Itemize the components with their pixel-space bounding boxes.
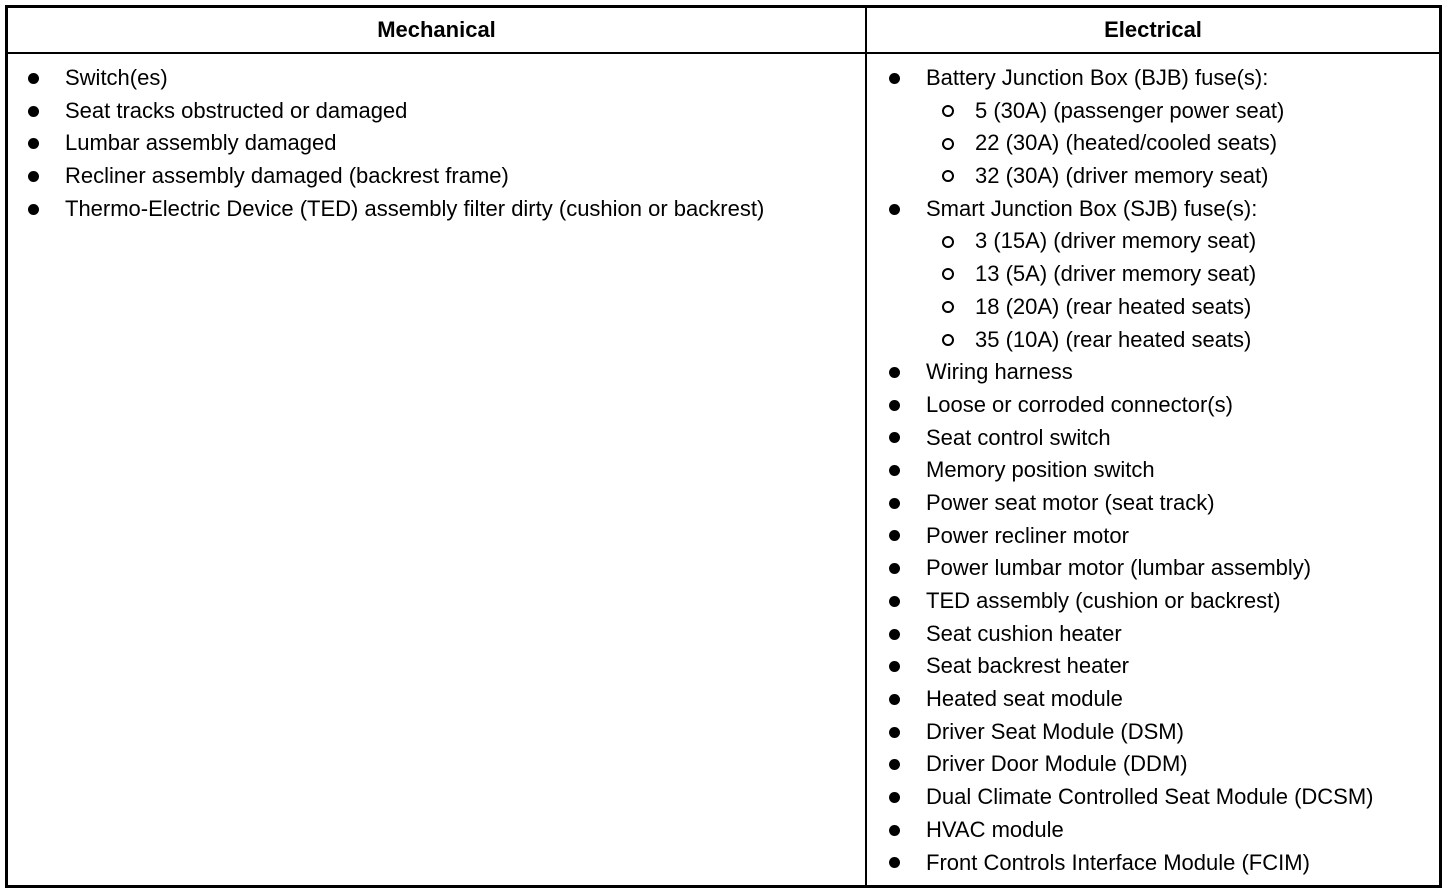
list-item-text: 22 (30A) (heated/cooled seats)	[975, 130, 1278, 156]
list-item-text: Lumbar assembly damaged	[65, 130, 337, 156]
bullet-icon	[889, 825, 900, 836]
bullet-icon	[28, 73, 39, 84]
bullet-icon	[889, 73, 900, 84]
bullet-icon	[28, 106, 39, 117]
bullet-icon	[889, 204, 900, 215]
bullet-icon	[889, 498, 900, 509]
list-item-text: Power recliner motor	[926, 522, 1129, 548]
list-item-text: Front Controls Interface Module (FCIM)	[926, 849, 1310, 875]
mechanical-header: Mechanical	[377, 17, 496, 42]
hollow-bullet-icon	[942, 138, 954, 150]
list-item-text: HVAC module	[926, 816, 1064, 842]
hollow-bullet-icon	[942, 236, 954, 248]
list-item-text: 32 (30A) (driver memory seat)	[975, 163, 1269, 189]
list-item-text: 35 (10A) (rear heated seats)	[975, 326, 1252, 352]
list-item-text: Power seat motor (seat track)	[926, 489, 1215, 515]
bullet-icon	[889, 727, 900, 738]
list-item-text: 3 (15A) (driver memory seat)	[975, 228, 1257, 254]
bullet-icon	[889, 694, 900, 705]
bullet-icon	[889, 400, 900, 411]
list-item-text: Seat control switch	[926, 424, 1111, 450]
list-item-text: Recliner assembly damaged (backrest frame)	[65, 163, 509, 189]
hollow-bullet-icon	[942, 334, 954, 346]
list-item-text: Loose or corroded connector(s)	[926, 391, 1233, 417]
bullet-icon	[28, 171, 39, 182]
list-item-text: 13 (5A) (driver memory seat)	[975, 261, 1257, 287]
list-item-text: Driver Seat Module (DSM)	[926, 718, 1184, 744]
list-item-text: Seat tracks obstructed or damaged	[65, 97, 408, 123]
header-divider	[5, 52, 1442, 54]
list-item-text: Smart Junction Box (SJB) fuse(s):	[926, 195, 1258, 221]
electrical-header: Electrical	[1104, 17, 1202, 42]
list-item-text: Heated seat module	[926, 686, 1123, 712]
bullet-icon	[889, 792, 900, 803]
list-item-text: TED assembly (cushion or backrest)	[926, 588, 1281, 613]
list-item-text: Driver Door Module (DDM)	[926, 751, 1188, 777]
list-item-text: Seat cushion heater	[926, 620, 1122, 646]
list-item-text: 18 (20A) (rear heated seats)	[975, 293, 1252, 319]
list-item-text: Memory position switch	[926, 457, 1155, 483]
bullet-icon	[28, 204, 39, 215]
list-item-text: Power lumbar motor (lumbar assembly)	[926, 555, 1312, 581]
bullet-icon	[889, 596, 900, 607]
list-item-text: Dual Climate Controlled Seat Module (DCSM)	[926, 784, 1374, 810]
bullet-icon	[889, 367, 900, 378]
hollow-bullet-icon	[942, 105, 954, 117]
list-item-text: Thermo-Electric Device (TED) assembly filter dirty (cushion or backrest)	[65, 195, 765, 221]
bullet-icon	[889, 629, 900, 640]
column-divider	[865, 5, 867, 888]
list-item-text: Switch(es)	[65, 65, 168, 90]
list-item-text: Wiring harness	[926, 359, 1073, 385]
list-item-text: 5 (30A) (passenger power seat)	[975, 97, 1285, 123]
list-item-text: Seat backrest heater	[926, 653, 1130, 679]
list-item-text: Battery Junction Box (BJB) fuse(s):	[926, 65, 1269, 90]
